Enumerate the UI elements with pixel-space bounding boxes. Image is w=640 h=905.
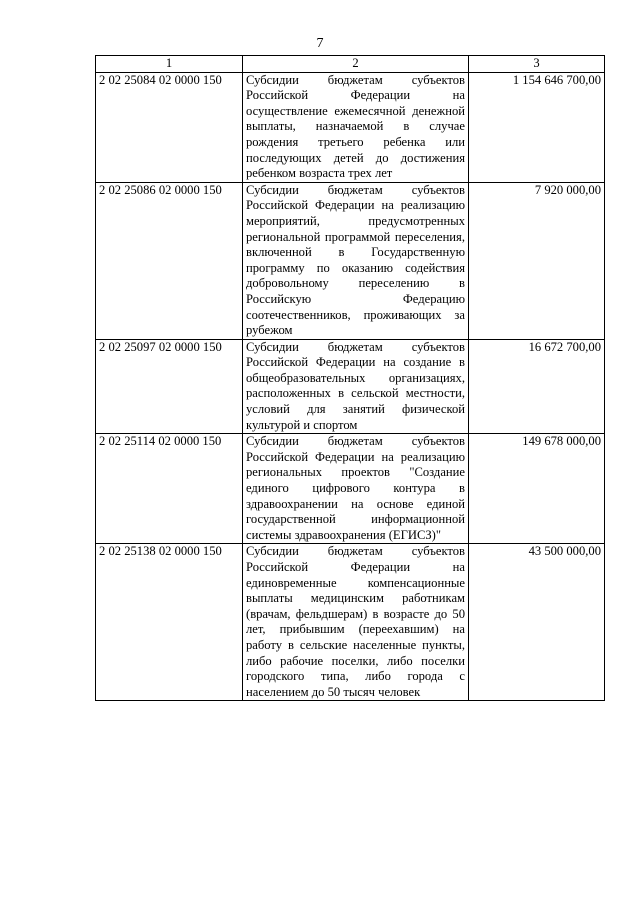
budget-code: 2 02 25084 02 0000 150 [96, 72, 243, 182]
budget-revenue-table [95, 55, 605, 701]
table-row [96, 544, 605, 701]
column-header-code: 1 [96, 56, 243, 73]
table-row [96, 182, 605, 339]
budget-code: 2 02 25114 02 0000 150 [96, 434, 243, 544]
budget-code: 2 02 25138 02 0000 150 [96, 544, 243, 701]
table-row [96, 339, 605, 434]
budget-description: Субсидии бюджетам субъектов Российской Федерации на единовременные компенсационные выплаты медицинским работникам (врачам, фельдшерам) в возрасте до 50 лет, прибывшим (переехавшим) на работу в сельские населенные пункты, либо рабочие поселки, либо поселки городского типа, либо города с населением до 50 тысяч человек [243, 544, 469, 701]
budget-description: Субсидии бюджетам субъектов Российской Федерации на создание в общеобразовательных организациях, расположенных в сельской местности, условий для занятий физической культурой и спортом [243, 339, 469, 434]
budget-description: Субсидии бюджетам субъектов Российской Федерации на реализацию региональных проектов "Создание единого цифрового контура в здравоохранении на основе единой государственной информационной системы здравоохранения (ЕГИСЗ)" [243, 434, 469, 544]
budget-code: 2 02 25097 02 0000 150 [96, 339, 243, 434]
budget-code: 2 02 25086 02 0000 150 [96, 182, 243, 339]
budget-description: Субсидии бюджетам субъектов Российской Федерации на осуществление ежемесячной денежной выплаты, назначаемой в случае рождения третьего ребенка или последующих детей до достижения ребенком возраста трех лет [243, 72, 469, 182]
budget-amount: 16 672 700,00 [469, 339, 605, 434]
budget-amount: 149 678 000,00 [469, 434, 605, 544]
budget-description: Субсидии бюджетам субъектов Российской Федерации на реализацию мероприятий, предусмотренных региональной программой переселения, включенной в Государственную программу по оказанию содействия добровольному переселению в Российскую Федерацию соотечественников, проживающих за рубежом [243, 182, 469, 339]
budget-amount: 7 920 000,00 [469, 182, 605, 339]
budget-amount: 1 154 646 700,00 [469, 72, 605, 182]
column-header-description: 2 [243, 56, 469, 73]
table-row [96, 72, 605, 182]
table-row [96, 434, 605, 544]
column-header-amount: 3 [469, 56, 605, 73]
table-header-row [96, 56, 605, 73]
page-number: 7 [316, 36, 324, 51]
budget-amount: 43 500 000,00 [469, 544, 605, 701]
